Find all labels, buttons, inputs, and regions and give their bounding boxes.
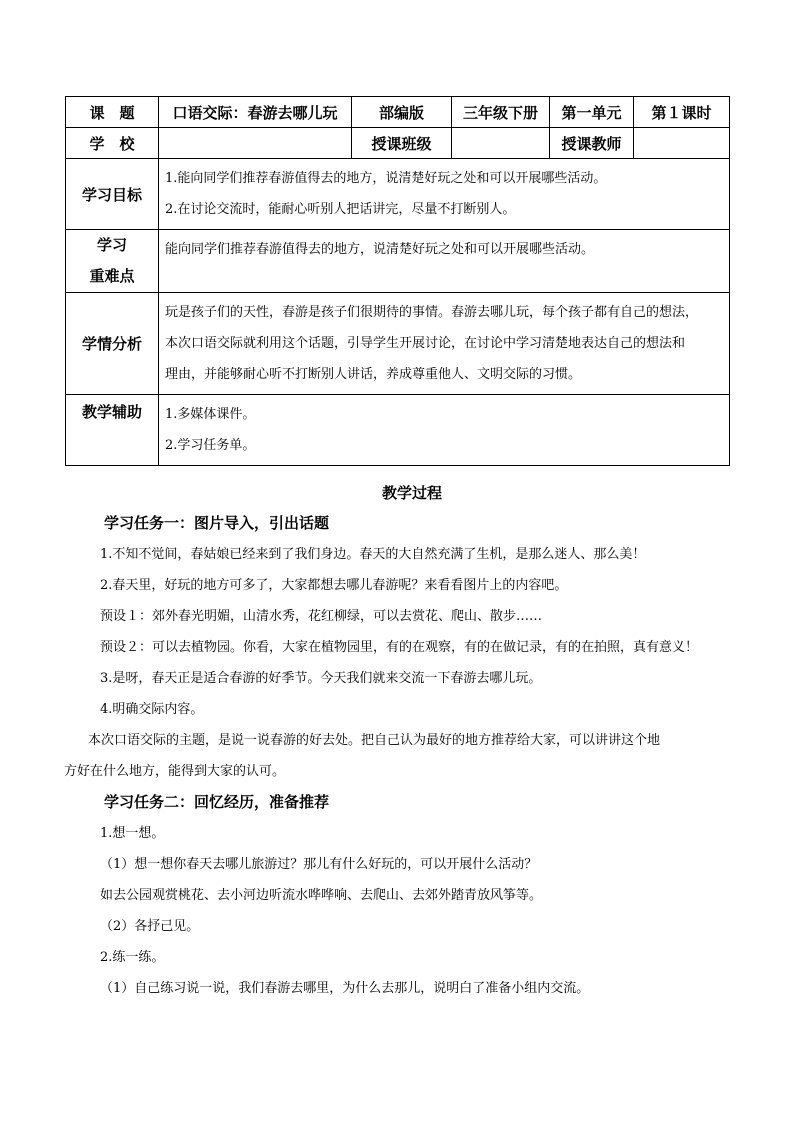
aid-item: 1.多媒体课件。 — [165, 407, 256, 422]
aid-item: 2.学习任务单。 — [165, 438, 256, 453]
task1-line: 2.春天里，好玩的地方可多了，大家都想去哪儿春游呢？来看看图片上的内容吧。 — [100, 578, 568, 593]
key-points-content: 能向同学们推荐春游值得去的地方，说清楚好玩之处和可以开展哪些活动。 — [159, 230, 730, 293]
edition: 部编版 — [352, 97, 452, 128]
period: 第１课时 — [634, 97, 730, 128]
key-points-label — [66, 230, 159, 293]
table-row — [66, 97, 730, 128]
unit: 第一单元 — [550, 97, 634, 128]
task2-line: 如去公园观赏桃花、去小河边听流水哗哗响、去爬山、去郊外踏青放风筝等。 — [100, 888, 543, 903]
table-row — [66, 293, 730, 395]
topic-label: 课 题 — [66, 97, 159, 128]
teaching-process — [64, 478, 724, 1004]
objectives-label: 学习目标 — [66, 159, 159, 230]
school-label: 学 校 — [66, 128, 159, 159]
table-row — [66, 230, 730, 293]
task1-title: 学习任务一：图片导入，引出话题 — [104, 514, 330, 532]
lesson-topic: 口语交际：春游去哪儿玩 — [159, 97, 352, 128]
key-points-label-line2: 重难点 — [89, 267, 135, 285]
class-label: 授课班级 — [352, 128, 452, 159]
task1-paragraph-line2: 方好在什么地方，能得到大家的认可。 — [64, 764, 286, 779]
task1-line: 4.明确交际内容。 — [100, 702, 204, 717]
teacher-label: 授课教师 — [550, 128, 634, 159]
grade: 三年级下册 — [452, 97, 550, 128]
objective-item: 2.在讨论交流时，能耐心听别人把话讲完，尽量不打断别人。 — [165, 202, 516, 217]
key-points-label-line1: 学习 — [96, 236, 127, 254]
objectives-content — [159, 159, 730, 230]
teacher-value — [634, 128, 730, 159]
task2-line: （1）自己练习说一说，我们春游去哪里，为什么去那儿，说明白了准备小组内交流。 — [100, 981, 590, 996]
analysis-label: 学情分析 — [66, 293, 159, 395]
task1-line: 预设２：可以去植物园。你看，大家在植物园里，有的在观察，有的在做记录，有的在拍照，真有意义！ — [100, 640, 699, 655]
aids-content — [159, 395, 730, 466]
task1-line: 3.是呀，春天正是适合春游的好季节。今天我们就来交流一下春游去哪儿玩。 — [100, 671, 542, 686]
task1-paragraph-line1: 本次口语交际的主题，是说一说春游的好去处。把自己认为最好的地方推荐给大家，可以讲讲这个地 — [88, 733, 661, 748]
task2-line: 1.想一想。 — [100, 826, 165, 841]
objective-item: 1.能向同学们推荐春游值得去的地方，说清楚好玩之处和可以开展哪些活动。 — [165, 171, 607, 186]
table-row — [66, 395, 730, 466]
aids-label: 教学辅助 — [66, 395, 159, 466]
task1-line: 预设１：郊外春光明媚，山清水秀，花红柳绿，可以去赏花、爬山、散步…… — [100, 609, 543, 624]
task2-line: （2）各抒己见。 — [100, 919, 200, 934]
process-title: 教学过程 — [381, 484, 442, 502]
task2-title: 学习任务二：回忆经历，准备推荐 — [104, 793, 330, 811]
lesson-info-table — [65, 96, 730, 466]
task1-line: 1.不知不觉间，春姑娘已经来到了我们身边。春天的大自然充满了生机，是那么迷人、那么美！ — [100, 547, 646, 562]
table-row — [66, 159, 730, 230]
analysis-line: 理由，并能够耐心听不打断别人讲话，养成尊重他人、文明交际的习惯。 — [165, 367, 582, 382]
analysis-line: 本次口语交际就利用这个话题，引导学生开展讨论，在讨论中学习清楚地表达自己的想法和 — [165, 336, 686, 351]
task2-line: 2.练一练。 — [100, 950, 165, 965]
analysis-content — [159, 293, 730, 395]
task2-line: （1）想一想你春天去哪儿旅游过？那儿有什么好玩的，可以开展什么活动？ — [100, 857, 538, 872]
school-value — [159, 128, 352, 159]
analysis-line: 玩是孩子们的天性，春游是孩子们很期待的事情。春游去哪儿玩，每个孩子都有自己的想法， — [165, 305, 699, 320]
class-value — [452, 128, 550, 159]
table-row — [66, 128, 730, 159]
